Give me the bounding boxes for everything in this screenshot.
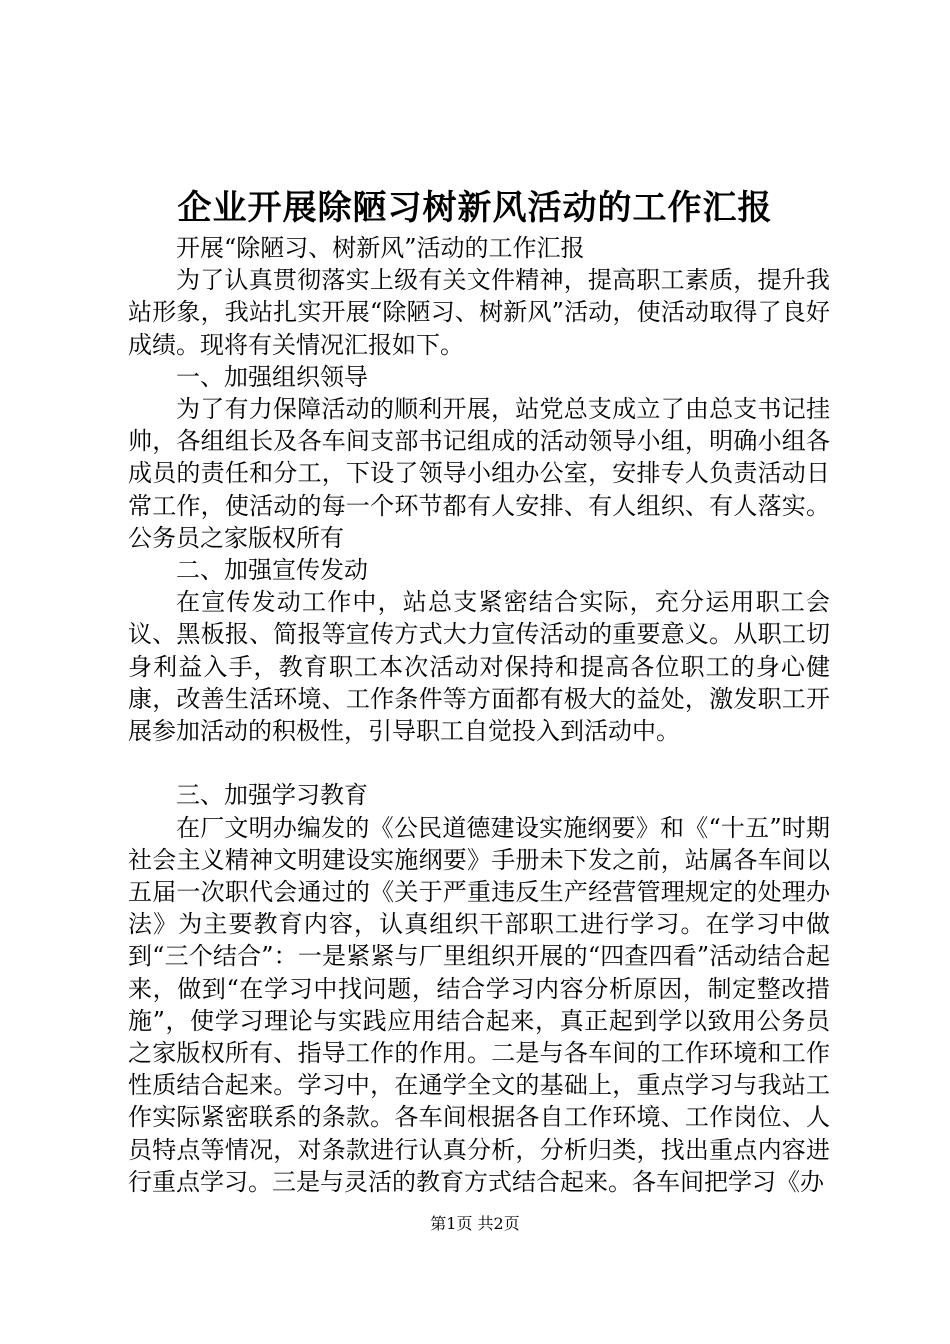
section-heading-3: 三、加强学习教育 xyxy=(176,781,368,810)
subtitle-paragraph: 开展“除陋习、树新风”活动的工作汇报 xyxy=(176,234,585,262)
blank-line xyxy=(128,747,830,779)
section-heading-1: 一、加强组织领导 xyxy=(176,362,368,391)
document-body xyxy=(128,232,830,1198)
page-footer: 第1页 共2页 xyxy=(430,1214,520,1233)
section-paragraph-3: 在厂文明办编发的《公民道德建设实施纲要》和《“十五”时期社会主义精神文明建设实施纲要》手册未下发之前，站属各车间以五届一次职代会通过的《关于严重违反生产经营管理规定的处理办法》为主要教育内容，认真组织干部职工进行学习。在学习中做到“三个结合”：一是紧紧与厂里组织开展的“四查四看”活动结合起来，做到“在学习中找问题，结合学习内容分析原因，制定整改措施”，使学习理论与实践应用结合起来，真正起到学以致用公务员之家版权所有、指导工作的作用。二是与各车间的工作环境和工作性质结合起来。学习中，在通学全文的基础上，重点学习与我站工作实际紧密联系的条款。各车间根据各自工作环境、工作岗位、人员特点等情况，对条款进行认真分析，分析归类，找出重点内容进行重点学习。三是与灵活的教育方式结合起来。各车间把学习《办 xyxy=(128,813,830,1196)
intro-paragraph: 为了认真贯彻落实上级有关文件精神，提高职工素质，提升我站形象，我站扎实开展“除陋习、树新风”活动，使活动取得了良好成绩。现将有关情况汇报如下。 xyxy=(128,266,830,359)
document-title: 企业开展除陋习树新风活动的工作汇报 xyxy=(177,188,773,228)
section-paragraph-1: 为了有力保障活动的顺利开展，站党总支成立了由总支书记挂帅，各组组长及各车间支部书记组成的活动领导小组，明确小组各成员的责任和分工，下设了领导小组办公室，安排专人负责活动日常工作，使活动的每一个环节都有人安排、有人组织、有人落实。公务员之家版权所有 xyxy=(128,395,830,552)
section-heading-2: 二、加强宣传发动 xyxy=(176,556,368,585)
section-paragraph-2: 在宣传发动工作中，站总支紧密结合实际，充分运用职工会议、黑板报、简报等宣传方式大力宣传活动的重要意义。从职工切身利益入手，教育职工本次活动对保持和提高各位职工的身心健康，改善生活环境、工作条件等方面都有极大的益处，激发职工开展参加活动的积极性，引导职工自觉投入到活动中。 xyxy=(128,588,830,746)
